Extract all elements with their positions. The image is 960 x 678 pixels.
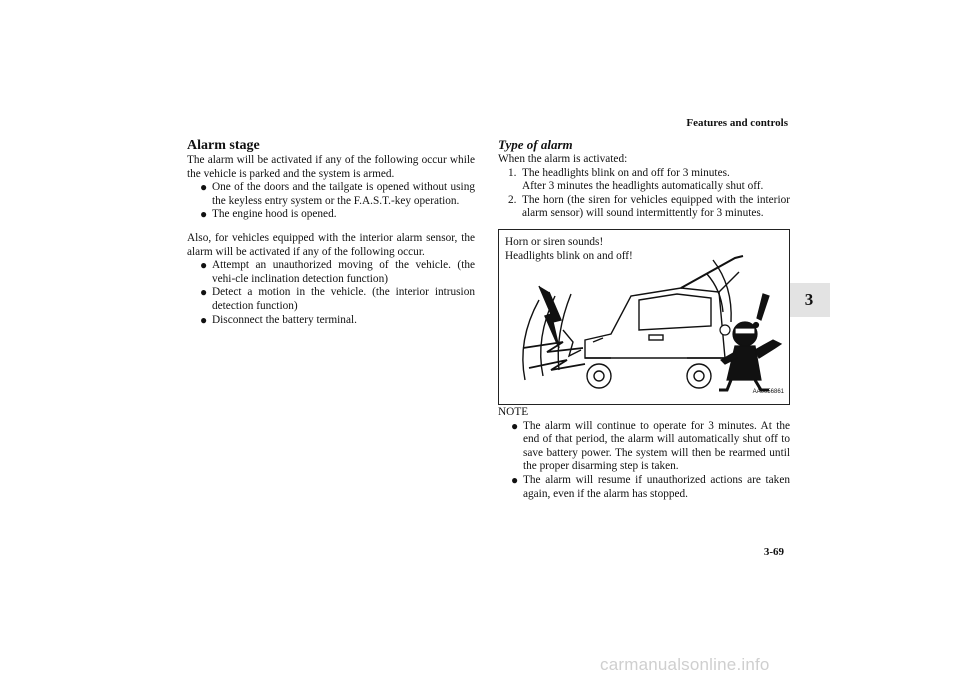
section-header: Features and controls: [686, 117, 788, 129]
alarm-illustration: [498, 229, 790, 405]
right-column: [498, 137, 790, 501]
bullet-icon: ●: [511, 418, 519, 433]
chapter-tab: 3: [788, 283, 830, 317]
bullet-icon: ●: [200, 207, 208, 222]
watermark: carmanualsonline.info: [600, 655, 770, 674]
bullet-icon: ●: [200, 258, 208, 273]
list-item: ● Attempt an unauthorized moving of the vehicle. (the vehi-cle inclination detection function): [200, 258, 475, 285]
alarm-stage-heading: Alarm stage: [187, 138, 260, 153]
note-label: NOTE: [498, 405, 529, 418]
figure-code: AA0056861: [752, 389, 784, 396]
list-item: ● Disconnect the battery terminal.: [200, 312, 357, 327]
figure-caption: Horn or siren sounds! Headlights blink on and off!: [505, 235, 633, 262]
list-item: 2. The horn (the siren for vehicles equipped with the interior alarm sensor) will sound intermittently for 3 minutes.: [508, 193, 790, 220]
list-item: ● Detect a motion in the vehicle. (the interior intrusion detection function): [200, 285, 475, 312]
left-column: [187, 137, 475, 327]
list-item: ● The alarm will resume if unauthorized actions are taken again, even if the alarm has stopped.: [511, 472, 790, 500]
type-of-alarm-heading: Type of alarm: [498, 137, 573, 152]
bullet-icon: ●: [511, 472, 519, 487]
list-item: After 3 minutes the headlights automatically shut off.: [522, 180, 764, 193]
list-item: ● One of the doors and the tailgate is opened without using the keyless entry system or the F.A.S.T.-key operation.: [200, 180, 475, 207]
alarm-stage-intro: The alarm will be activated if any of the following occur while the vehicle is parked and the system is armed.: [187, 154, 475, 180]
type-of-alarm-intro: When the alarm is activated:: [498, 153, 628, 165]
interior-sensor-paragraph: Also, for vehicles equipped with the interior alarm sensor, the alarm will be activated if any of the following occur.: [187, 231, 475, 258]
page-number: 3-69: [763, 546, 784, 558]
bullet-icon: ●: [200, 312, 208, 327]
car-alarm-drawing: [499, 230, 791, 406]
list-item: ● The alarm will continue to operate for 3 minutes. At the end of that period, the alarm will automatically shut off to save battery power. The system will then be rearmed until the proper disarming step is taken.: [511, 418, 790, 473]
bullet-icon: ●: [200, 180, 208, 195]
bullet-icon: ●: [200, 285, 208, 300]
list-item: ● The engine hood is opened.: [200, 207, 337, 222]
list-item: 1. The headlights blink on and off for 3 minutes.: [508, 166, 730, 179]
